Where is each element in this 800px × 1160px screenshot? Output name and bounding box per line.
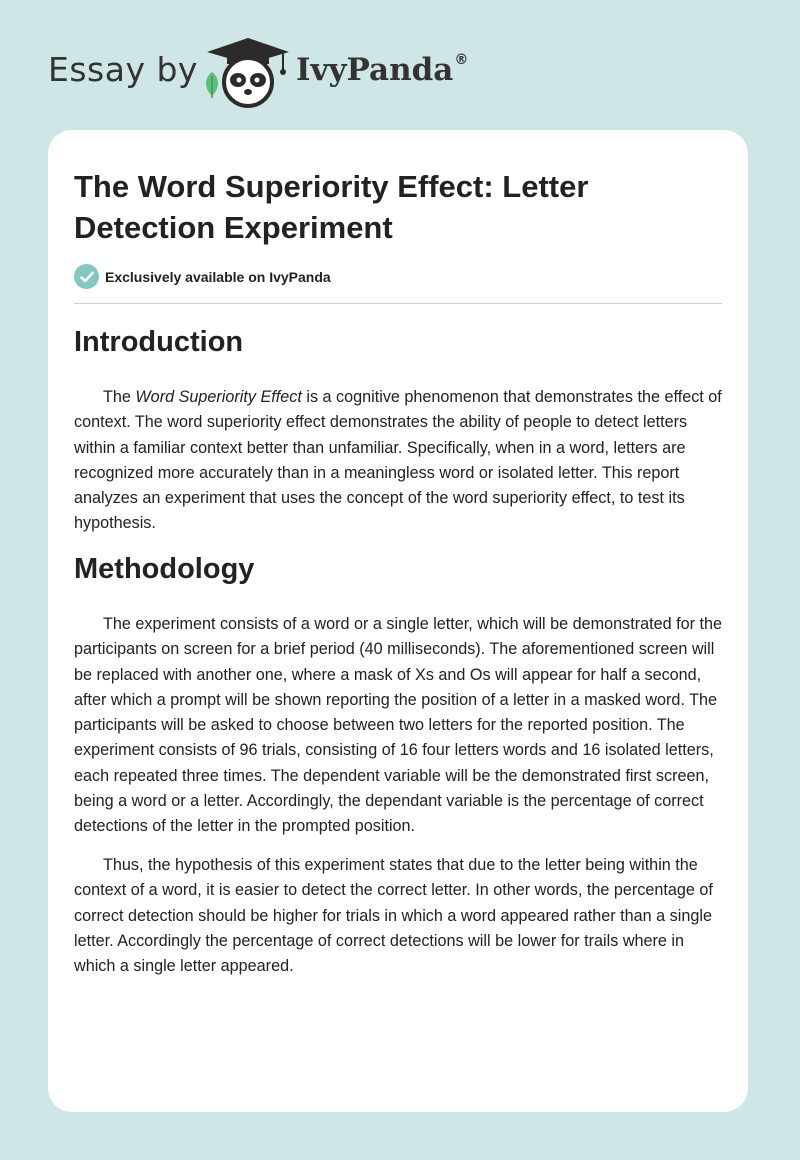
term-italic: Word Superiority Effect [135,388,302,406]
registered-mark: ® [454,52,469,68]
check-icon [74,264,99,289]
intro-paragraph: The Word Superiority Effect is a cognitive phenomenon that demonstrates the effect of context. The word superiority effect demonstrates the ability of people to detect letters within a familiar context better than unfamiliar. Specifically, when in a word, letters are recognized more accurately than in a meaningless word or isolated letter. This report analyzes an experiment that uses the concept of the word superiority effect, to test its hypothesis. [74,388,722,533]
article-title: The Word Superiority Effect: Letter Detection Experiment [74,169,589,245]
section-heading-methodology: Methodology [74,553,255,585]
brand-name[interactable]: IvyPanda® [296,52,469,88]
site-header [0,0,800,130]
article-card [48,130,748,1112]
exclusive-badge [74,264,331,289]
section-heading-introduction: Introduction [74,326,244,358]
panda-logo-icon[interactable] [205,36,291,108]
methodology-paragraph-2: Thus, the hypothesis of this experiment states that due to the letter being within the context of a word, it is easier to detect the correct letter. In other words, the percentage of correct detection should be higher for trials in which a word appeared rather than a single letter. Accordingly the percentage of correct detections will be lower for trails where in which a single letter appeared. [74,856,713,976]
essay-by-label: Essay by [48,50,198,89]
methodology-paragraph-1: The experiment consists of a word or a single letter, which will be demonstrated for the participants on screen for a brief period (40 milliseconds). The aforementioned screen will be replaced with another one, where a mask of Xs and Os will appear for half a second, after which a prompt will be shown reporting the position of a letter in a masked word. The participants will be asked to choose between two letters for the reported position. The experiment consists of 96 trials, consisting of 16 four letters words and 16 isolated letters, each repeated three times. The dependent variable will be the demonstrated first screen, being a word or a letter. Accordingly, the dependant variable is the percentage of correct detections of the letter in the prompted position. [74,615,723,836]
badge-label: Exclusively available on IvyPanda [105,268,331,285]
divider [74,303,722,304]
